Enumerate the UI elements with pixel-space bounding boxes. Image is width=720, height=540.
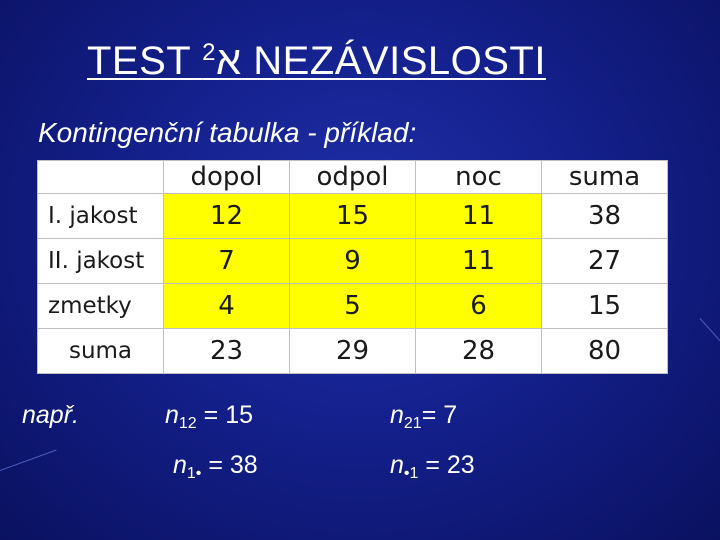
table-cell: 11 bbox=[416, 239, 542, 284]
n1dot-subscript: 1• bbox=[186, 465, 202, 482]
table-cell: 12 bbox=[164, 194, 290, 239]
row-header: suma bbox=[38, 329, 164, 374]
table-cell: 4 bbox=[164, 284, 290, 329]
table-corner-cell bbox=[38, 161, 164, 194]
table-cell: 9 bbox=[290, 239, 416, 284]
ndot1-value: = 23 bbox=[418, 451, 475, 479]
example-label: např. bbox=[22, 401, 79, 429]
column-header: dopol bbox=[164, 161, 290, 194]
ndot1-subscript: •1 bbox=[403, 465, 419, 482]
title-prefix: TEST bbox=[87, 39, 203, 83]
column-header: suma bbox=[542, 161, 668, 194]
row-header: zmetky bbox=[38, 284, 164, 329]
column-total-cell: 28 bbox=[416, 329, 542, 374]
n12-subscript: 12 bbox=[178, 415, 197, 432]
row-header: I. jakost bbox=[38, 194, 164, 239]
background-ray bbox=[0, 450, 57, 471]
n12-variable: n bbox=[165, 401, 179, 429]
background-ray bbox=[700, 318, 720, 348]
row-header: II. jakost bbox=[38, 239, 164, 284]
ndot1-variable: n bbox=[390, 451, 404, 479]
table-row bbox=[38, 239, 668, 284]
title-superscript: 2 bbox=[202, 39, 216, 66]
table-cell: 7 bbox=[164, 239, 290, 284]
example-ndot1 bbox=[390, 450, 475, 489]
table-cell: 6 bbox=[416, 284, 542, 329]
example-n21 bbox=[390, 400, 457, 439]
contingency-table bbox=[37, 160, 668, 374]
example-n12 bbox=[165, 400, 253, 439]
row-total-cell: 27 bbox=[542, 239, 668, 284]
n21-subscript: 21 bbox=[403, 415, 422, 432]
n1dot-variable: n bbox=[173, 451, 187, 479]
title-aleph-symbol: א bbox=[215, 39, 242, 83]
table-header-row bbox=[38, 161, 668, 194]
row-total-cell: 15 bbox=[542, 284, 668, 329]
table-cell: 5 bbox=[290, 284, 416, 329]
n12-value: = 15 bbox=[196, 401, 254, 429]
table-row bbox=[38, 329, 668, 374]
n21-variable: n bbox=[390, 401, 404, 429]
example-n1dot bbox=[173, 450, 258, 489]
column-header: odpol bbox=[290, 161, 416, 194]
row-total-cell: 38 bbox=[542, 194, 668, 239]
table-cell: 11 bbox=[416, 194, 542, 239]
n21-value: = 7 bbox=[421, 401, 458, 429]
column-total-cell: 29 bbox=[290, 329, 416, 374]
table-row bbox=[38, 194, 668, 239]
n1dot-value: = 38 bbox=[201, 451, 258, 479]
column-header: noc bbox=[416, 161, 542, 194]
grand-total-cell: 80 bbox=[542, 329, 668, 374]
column-total-cell: 23 bbox=[164, 329, 290, 374]
table-cell: 15 bbox=[290, 194, 416, 239]
table-row bbox=[38, 284, 668, 329]
slide-subtitle: Kontingenční tabulka - příklad: bbox=[38, 117, 417, 148]
title-suffix: NEZÁVISLOSTI bbox=[241, 39, 546, 83]
slide-title bbox=[87, 30, 546, 84]
